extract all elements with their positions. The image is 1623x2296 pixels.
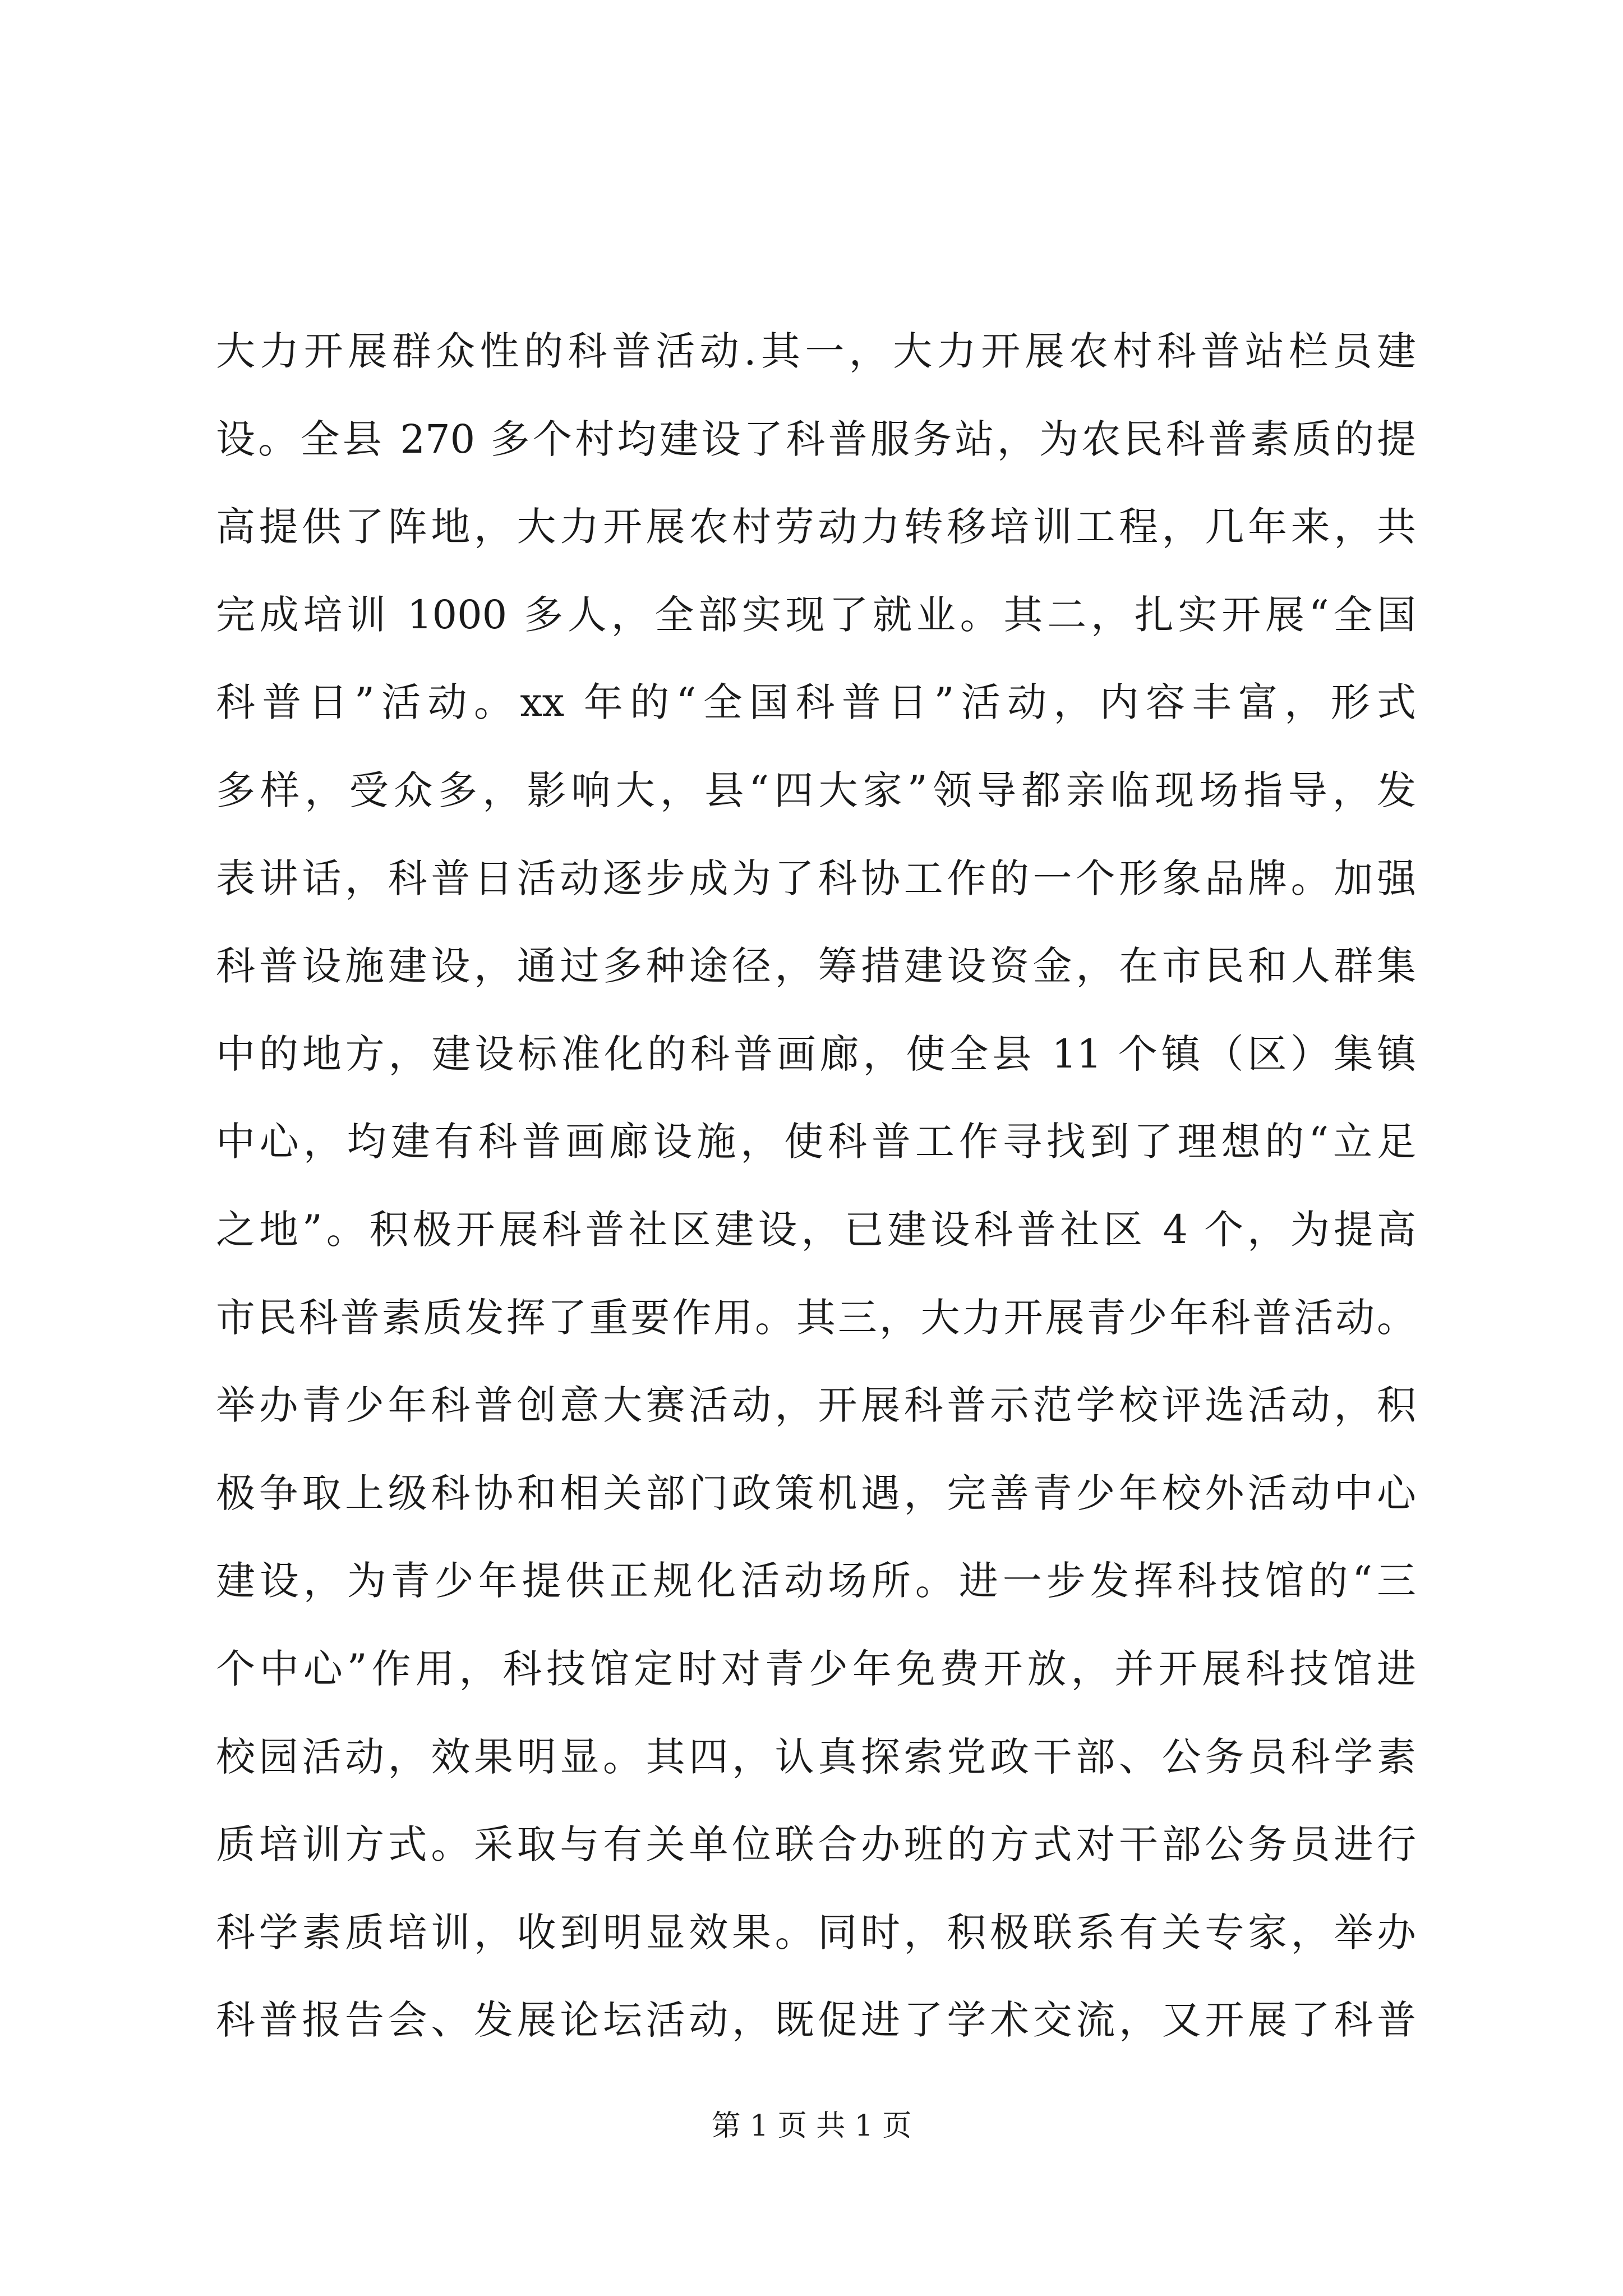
- text-line: 市民科普素质发挥了重要作用。其三，大力开展青少年科普活动。: [216, 1294, 1416, 1341]
- text-line: 建设，为青少年提供正规化活动场所。进一步发挥科技馆的“三: [216, 1558, 1416, 1604]
- text-line: 中心，均建有科普画廊设施，使科普工作寻找到了理想的“立足: [216, 1119, 1416, 1165]
- text-line: 科普报告会、发展论坛活动，既促进了学术交流，又开展了科普: [216, 1997, 1416, 2044]
- text-line: 中的地方，建设标准化的科普画廊，使全县 11 个镇（区）集镇: [216, 1030, 1416, 1077]
- page-footer: [0, 2104, 1623, 2148]
- text-line: 科普设施建设，通过多种途径，筹措建设资金，在市民和人群集: [216, 943, 1416, 990]
- text-line: 之地”。积极开展科普社区建设，已建设科普社区 4 个，为提高: [216, 1206, 1416, 1253]
- text-line: 完成培训 1000 多人，全部实现了就业。其二，扎实开展“全国: [216, 591, 1416, 638]
- text-line: 科普日”活动。xx 年的“全国科普日”活动，内容丰富，形式: [216, 679, 1416, 726]
- page-number-label: 第 1 页 共 1 页: [711, 2109, 912, 2143]
- text-line: 高提供了阵地，大力开展农村劳动力转移培训工程，几年来，共: [216, 504, 1416, 550]
- text-line: 设。全县 270 多个村均建设了科普服务站，为农民科普素质的提: [216, 416, 1416, 462]
- text-line: 大力开展群众性的科普活动.其一，大力开展农村科普站栏员建: [216, 328, 1416, 374]
- text-line: 质培训方式。采取与有关单位联合办班的方式对干部公务员进行: [216, 1821, 1416, 1868]
- text-line: 多样，受众多，影响大，县“四大家”领导都亲临现场指导，发: [216, 767, 1416, 813]
- text-line: 校园活动，效果明显。其四，认真探索党政干部、公务员科学素: [216, 1733, 1416, 1780]
- text-line: 极争取上级科协和相关部门政策机遇，完善青少年校外活动中心: [216, 1470, 1416, 1516]
- body-paragraph: [216, 307, 1416, 2064]
- text-line: 个中心”作用，科技馆定时对青少年免费开放，并开展科技馆进: [216, 1645, 1416, 1692]
- text-line: 举办青少年科普创意大赛活动，开展科普示范学校评选活动，积: [216, 1382, 1416, 1429]
- text-line: 表讲话，科普日活动逐步成为了科协工作的一个形象品牌。加强: [216, 855, 1416, 901]
- text-line: 科学素质培训，收到明显效果。同时，积极联系有关专家，举办: [216, 1909, 1416, 1955]
